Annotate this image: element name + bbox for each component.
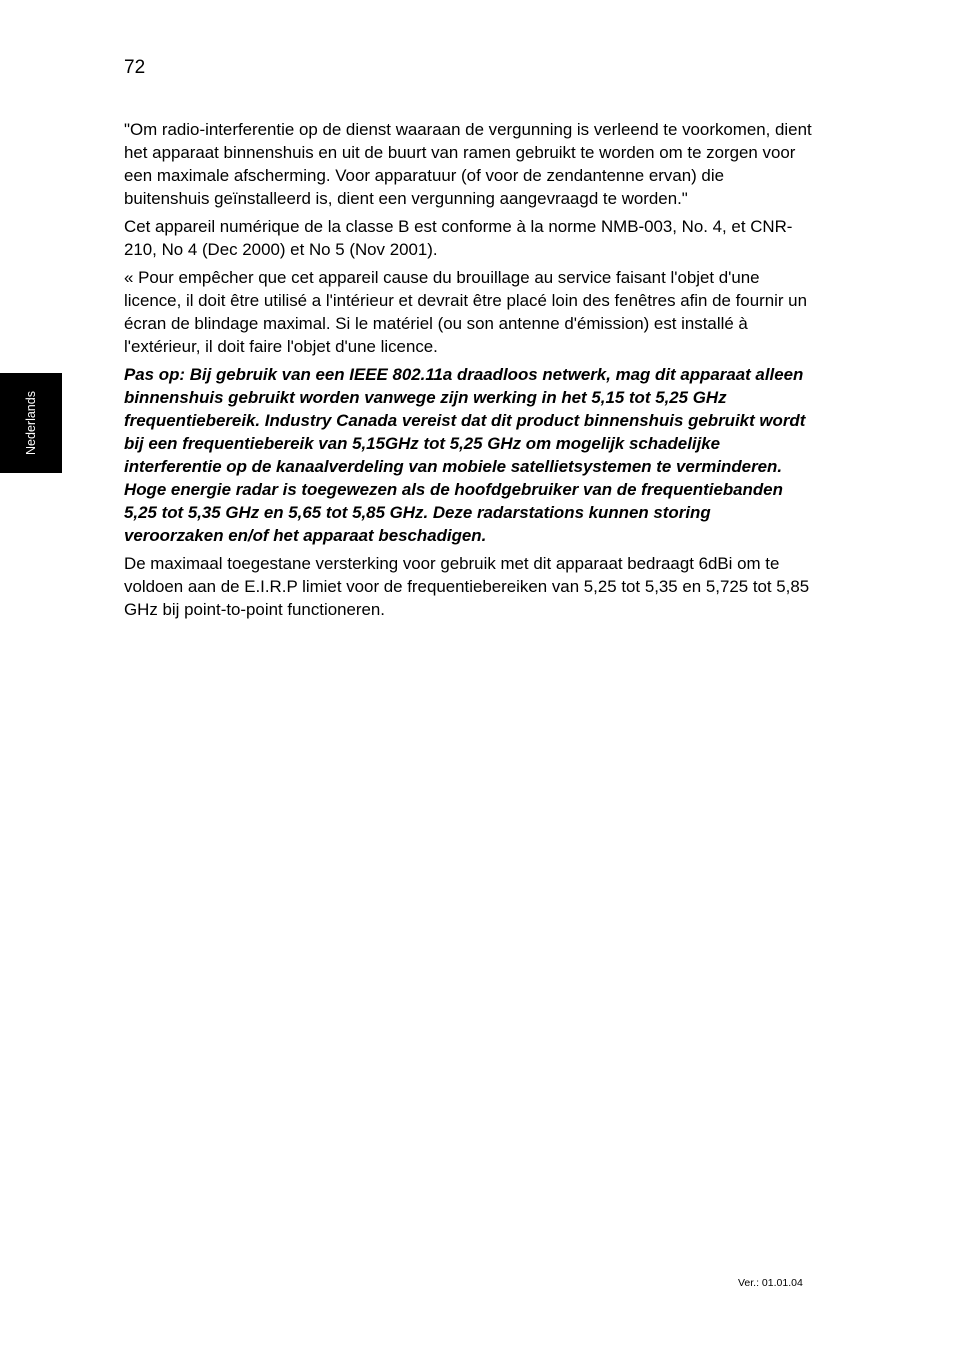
page-number: 72 xyxy=(124,57,146,78)
paragraph-french-licence: « Pour empêcher que cet appareil cause du brouillage au service faisant l'objet d'une licence, il doit être utilisé a l'intérieur et devrait être placé loin des fenêtres afin de fournir un écran de blindage maximal. Si le matériel (ou son antenne d'émission) est installé à l'extérieur, il doit faire l'objet d'une licence. xyxy=(124,268,807,356)
main-content xyxy=(124,118,814,626)
version-label: Ver.: 01.01.04 xyxy=(738,1277,803,1289)
paragraph-max-gain: De maximaal toegestane versterking voor gebruik met dit apparaat bedraagt 6dBi om te voldoen aan de E.I.R.P limiet voor de frequentiebereiken van 5,25 tot 5,35 en 5,725 tot 5,85 GHz bij point-to-point functioneren. xyxy=(124,554,810,619)
language-side-tab xyxy=(0,373,62,473)
paragraph-french-class-b: Cet appareil numérique de la classe B est conforme à la norme NMB-003, No. 4, et CNR-210, No 4 (Dec 2000) et No 5 (Nov 2001). xyxy=(124,217,793,259)
side-tab-label: Nederlands xyxy=(24,391,38,455)
caution-note: Pas op: Bij gebruik van een IEEE 802.11a draadloos netwerk, mag dit apparaat alleen binnenshuis gebruikt worden vanwege zijn werking in het 5,15 tot 5,25 GHz frequentiebereik. Industry Canada vereist dat dit product binnenshuis gebruikt wordt bij een frequentiebereik van 5,15GHz tot 5,25 GHz om mogelijk schadelijke interferentie op de kanaalverdeling van mobiele satellietsystemen te verminderen. Hoge energie radar is toegewezen als de hoofdgebruiker van de frequentiebanden 5,25 tot 5,35 GHz en 5,65 tot 5,85 GHz. Deze radarstations kunnen storing veroorzaken en/of het apparaat beschadigen. xyxy=(124,365,806,545)
paragraph-dutch-interference: "Om radio-interferentie op de dienst waaraan de vergunning is verleend te voorkomen, dient het apparaat binnenshuis en uit de buurt van ramen gebruikt te worden om te zorgen voor een maximale afscherming. Voor apparatuur (of voor de zendantenne ervan) die buitenshuis geïnstalleerd is, dient een vergunning aangevraagd te worden." xyxy=(124,120,812,208)
